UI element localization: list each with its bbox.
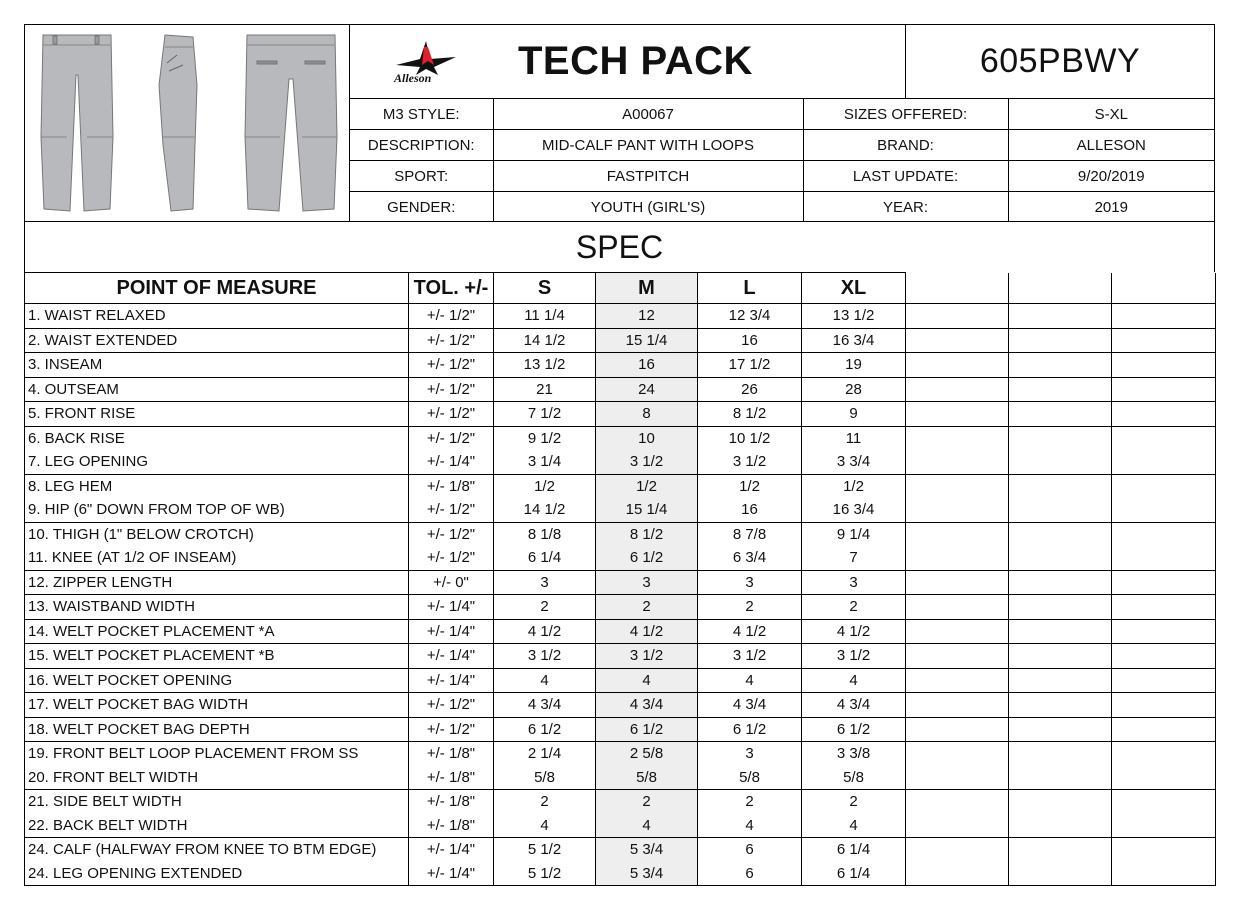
blank-cell xyxy=(1112,619,1216,644)
size-value-m: 15 1/4 xyxy=(596,498,698,522)
size-value-m: 2 xyxy=(596,595,698,620)
tolerance: +/- 1/2" xyxy=(409,328,494,353)
blank-cell xyxy=(906,570,1009,595)
blank-cell xyxy=(1009,742,1112,766)
size-value-m: 12 xyxy=(596,304,698,329)
blank-cell xyxy=(906,328,1009,353)
table-row xyxy=(25,402,1216,427)
blank-cell xyxy=(906,402,1009,427)
size-value-l: 6 1/2 xyxy=(698,717,802,742)
table-row xyxy=(25,862,1216,886)
blank-cell xyxy=(906,377,1009,402)
size-value-l: 1/2 xyxy=(698,474,802,498)
size-value-m: 4 xyxy=(596,814,698,838)
size-value-xl: 9 xyxy=(802,402,906,427)
size-value-xl: 28 xyxy=(802,377,906,402)
blank-cell xyxy=(906,693,1009,718)
size-value-l: 8 7/8 xyxy=(698,522,802,546)
pants-sketch-icons xyxy=(25,25,349,221)
blank-cell xyxy=(1112,814,1216,838)
blank-cell xyxy=(1009,546,1112,570)
blank-cell xyxy=(906,546,1009,570)
info-value: A00067 xyxy=(493,99,803,130)
pom-header: POINT OF MEASURE xyxy=(25,273,409,304)
blank-cell xyxy=(1112,693,1216,718)
blank-cell xyxy=(1112,570,1216,595)
info-row xyxy=(350,130,1214,161)
point-of-measure: 7. LEG OPENING xyxy=(25,450,409,474)
size-value-l: 10 1/2 xyxy=(698,426,802,450)
tolerance: +/- 1/8" xyxy=(409,814,494,838)
blank-cell xyxy=(1112,402,1216,427)
size-value-m: 4 xyxy=(596,668,698,693)
info-row xyxy=(350,99,1214,130)
tolerance: +/- 0" xyxy=(409,570,494,595)
blank-cell xyxy=(1009,426,1112,450)
size-value-s: 4 xyxy=(494,668,596,693)
size-value-xl: 6 1/4 xyxy=(802,862,906,886)
size-value-s: 5 1/2 xyxy=(494,862,596,886)
tolerance: +/- 1/2" xyxy=(409,522,494,546)
size-value-s: 3 xyxy=(494,570,596,595)
blank-cell xyxy=(1112,595,1216,620)
size-value-l: 3 1/2 xyxy=(698,450,802,474)
size-value-m: 8 xyxy=(596,402,698,427)
tolerance: +/- 1/2" xyxy=(409,426,494,450)
table-row xyxy=(25,498,1216,522)
size-value-s: 14 1/2 xyxy=(494,328,596,353)
size-value-xl: 2 xyxy=(802,790,906,814)
size-header-s: S xyxy=(494,273,596,304)
size-value-s: 3 1/2 xyxy=(494,644,596,669)
info-value: S-XL xyxy=(1008,99,1214,130)
point-of-measure: 2. WAIST EXTENDED xyxy=(25,328,409,353)
blank-cell xyxy=(1112,742,1216,766)
page-title: TECH PACK xyxy=(518,39,753,83)
table-row xyxy=(25,426,1216,450)
blank-cell xyxy=(906,498,1009,522)
info-row xyxy=(350,192,1214,223)
size-value-s: 2 xyxy=(494,595,596,620)
size-value-m: 15 1/4 xyxy=(596,328,698,353)
blank-cell xyxy=(906,304,1009,329)
point-of-measure: 6. BACK RISE xyxy=(25,426,409,450)
info-label: M3 STYLE: xyxy=(350,99,493,130)
blank-cell xyxy=(1112,304,1216,329)
size-value-xl: 13 1/2 xyxy=(802,304,906,329)
table-row xyxy=(25,595,1216,620)
info-value: 2019 xyxy=(1008,192,1214,223)
size-value-m: 6 1/2 xyxy=(596,717,698,742)
size-value-l: 3 xyxy=(698,742,802,766)
blank-cell xyxy=(1112,377,1216,402)
tolerance: +/- 1/8" xyxy=(409,766,494,790)
table-row xyxy=(25,742,1216,766)
blank-cell xyxy=(1112,498,1216,522)
info-label: SIZES OFFERED: xyxy=(803,99,1008,130)
blank-cell xyxy=(1009,862,1112,886)
size-value-l: 16 xyxy=(698,328,802,353)
blank-cell xyxy=(1009,619,1112,644)
size-value-xl: 4 1/2 xyxy=(802,619,906,644)
blank-cell xyxy=(1009,693,1112,718)
size-value-xl: 3 1/2 xyxy=(802,644,906,669)
point-of-measure: 19. FRONT BELT LOOP PLACEMENT FROM SS xyxy=(25,742,409,766)
point-of-measure: 10. THIGH (1" BELOW CROTCH) xyxy=(25,522,409,546)
size-value-l: 8 1/2 xyxy=(698,402,802,427)
info-label: YEAR: xyxy=(803,192,1008,223)
size-value-m: 3 1/2 xyxy=(596,450,698,474)
pants-front-icon xyxy=(41,35,113,211)
info-value: FASTPITCH xyxy=(493,161,803,192)
point-of-measure: 16. WELT POCKET OPENING xyxy=(25,668,409,693)
blank-header xyxy=(1112,273,1216,304)
size-value-s: 2 xyxy=(494,790,596,814)
size-value-s: 4 3/4 xyxy=(494,693,596,718)
blank-cell xyxy=(1009,766,1112,790)
table-row xyxy=(25,766,1216,790)
info-label: GENDER: xyxy=(350,192,493,223)
table-row xyxy=(25,644,1216,669)
table-row xyxy=(25,838,1216,862)
size-value-l: 6 xyxy=(698,838,802,862)
info-value: MID-CALF PANT WITH LOOPS xyxy=(493,130,803,161)
blank-cell xyxy=(1009,498,1112,522)
blank-cell xyxy=(906,426,1009,450)
size-value-s: 7 1/2 xyxy=(494,402,596,427)
table-row xyxy=(25,328,1216,353)
size-value-xl: 3 3/4 xyxy=(802,450,906,474)
blank-cell xyxy=(906,522,1009,546)
blank-cell xyxy=(906,644,1009,669)
point-of-measure: 8. LEG HEM xyxy=(25,474,409,498)
blank-cell xyxy=(1112,450,1216,474)
size-value-l: 26 xyxy=(698,377,802,402)
brand-logo-text: Alleson xyxy=(394,71,432,85)
size-value-m: 5 3/4 xyxy=(596,862,698,886)
logo-title-area xyxy=(350,25,906,99)
tolerance: +/- 1/2" xyxy=(409,353,494,378)
blank-cell xyxy=(1112,644,1216,669)
size-value-xl: 3 3/8 xyxy=(802,742,906,766)
size-value-xl: 6 1/4 xyxy=(802,838,906,862)
point-of-measure: 9. HIP (6" DOWN FROM TOP OF WB) xyxy=(25,498,409,522)
blank-cell xyxy=(1009,814,1112,838)
tolerance: +/- 1/4" xyxy=(409,862,494,886)
blank-cell xyxy=(1112,766,1216,790)
blank-cell xyxy=(1112,717,1216,742)
size-value-xl: 11 xyxy=(802,426,906,450)
size-value-s: 8 1/8 xyxy=(494,522,596,546)
blank-cell xyxy=(1009,790,1112,814)
size-value-l: 2 xyxy=(698,790,802,814)
header-block xyxy=(24,24,1215,222)
size-value-xl: 6 1/2 xyxy=(802,717,906,742)
blank-cell xyxy=(1112,862,1216,886)
tolerance: +/- 1/2" xyxy=(409,377,494,402)
blank-cell xyxy=(1009,474,1112,498)
size-value-s: 4 1/2 xyxy=(494,619,596,644)
size-value-s: 5 1/2 xyxy=(494,838,596,862)
tolerance: +/- 1/2" xyxy=(409,402,494,427)
table-row xyxy=(25,377,1216,402)
size-value-s: 21 xyxy=(494,377,596,402)
table-row xyxy=(25,304,1216,329)
size-value-m: 1/2 xyxy=(596,474,698,498)
size-value-l: 12 3/4 xyxy=(698,304,802,329)
tolerance: +/- 1/4" xyxy=(409,668,494,693)
size-value-m: 16 xyxy=(596,353,698,378)
point-of-measure: 24. CALF (HALFWAY FROM KNEE TO BTM EDGE) xyxy=(25,838,409,862)
size-value-m: 4 1/2 xyxy=(596,619,698,644)
table-row xyxy=(25,814,1216,838)
size-value-xl: 3 xyxy=(802,570,906,595)
blank-cell xyxy=(906,742,1009,766)
size-header-l: L xyxy=(698,273,802,304)
tolerance: +/- 1/4" xyxy=(409,644,494,669)
tolerance: +/- 1/4" xyxy=(409,595,494,620)
blank-cell xyxy=(1009,838,1112,862)
blank-cell xyxy=(1112,522,1216,546)
blank-cell xyxy=(1112,328,1216,353)
point-of-measure: 4. OUTSEAM xyxy=(25,377,409,402)
blank-cell xyxy=(906,717,1009,742)
size-value-xl: 19 xyxy=(802,353,906,378)
point-of-measure: 1. WAIST RELAXED xyxy=(25,304,409,329)
blank-cell xyxy=(1009,304,1112,329)
table-row xyxy=(25,693,1216,718)
point-of-measure: 24. LEG OPENING EXTENDED xyxy=(25,862,409,886)
point-of-measure: 3. INSEAM xyxy=(25,353,409,378)
table-row xyxy=(25,546,1216,570)
tolerance: +/- 1/2" xyxy=(409,546,494,570)
size-value-m: 24 xyxy=(596,377,698,402)
pant-sketches xyxy=(25,25,350,221)
blank-cell xyxy=(906,450,1009,474)
table-row xyxy=(25,353,1216,378)
blank-cell xyxy=(1112,474,1216,498)
tolerance: +/- 1/4" xyxy=(409,619,494,644)
info-label: DESCRIPTION: xyxy=(350,130,493,161)
size-value-s: 11 1/4 xyxy=(494,304,596,329)
blank-cell xyxy=(1009,328,1112,353)
size-value-l: 4 xyxy=(698,668,802,693)
tol-header: TOL. +/- xyxy=(409,273,494,304)
blank-cell xyxy=(906,474,1009,498)
tolerance: +/- 1/2" xyxy=(409,693,494,718)
size-value-s: 3 1/4 xyxy=(494,450,596,474)
tech-pack-sheet xyxy=(24,24,1215,894)
blank-cell xyxy=(1112,426,1216,450)
size-value-s: 9 1/2 xyxy=(494,426,596,450)
size-value-l: 6 3/4 xyxy=(698,546,802,570)
size-header-m: M xyxy=(596,273,698,304)
blank-cell xyxy=(1112,668,1216,693)
size-value-xl: 16 3/4 xyxy=(802,328,906,353)
style-code: 605PBWY xyxy=(906,25,1214,99)
size-value-l: 5/8 xyxy=(698,766,802,790)
size-value-s: 13 1/2 xyxy=(494,353,596,378)
blank-cell xyxy=(1009,377,1112,402)
blank-cell xyxy=(1112,790,1216,814)
blank-cell xyxy=(906,595,1009,620)
blank-cell xyxy=(1009,668,1112,693)
point-of-measure: 20. FRONT BELT WIDTH xyxy=(25,766,409,790)
size-value-l: 3 1/2 xyxy=(698,644,802,669)
spec-table xyxy=(24,272,1215,886)
tolerance: +/- 1/8" xyxy=(409,474,494,498)
table-row xyxy=(25,450,1216,474)
size-value-xl: 4 xyxy=(802,814,906,838)
blank-cell xyxy=(1112,546,1216,570)
size-value-m: 6 1/2 xyxy=(596,546,698,570)
blank-cell xyxy=(1009,717,1112,742)
size-value-l: 3 xyxy=(698,570,802,595)
blank-cell xyxy=(906,814,1009,838)
size-header-xl: XL xyxy=(802,273,906,304)
blank-cell xyxy=(906,790,1009,814)
size-value-l: 17 1/2 xyxy=(698,353,802,378)
blank-cell xyxy=(1009,644,1112,669)
info-value: YOUTH (GIRL'S) xyxy=(493,192,803,223)
blank-cell xyxy=(1009,595,1112,620)
pants-back-icon xyxy=(245,35,337,211)
size-value-l: 6 xyxy=(698,862,802,886)
tolerance: +/- 1/2" xyxy=(409,498,494,522)
table-row xyxy=(25,619,1216,644)
info-label: SPORT: xyxy=(350,161,493,192)
info-value: ALLESON xyxy=(1008,130,1214,161)
size-value-m: 2 5/8 xyxy=(596,742,698,766)
blank-header xyxy=(906,273,1009,304)
point-of-measure: 22. BACK BELT WIDTH xyxy=(25,814,409,838)
point-of-measure: 13. WAISTBAND WIDTH xyxy=(25,595,409,620)
info-label: LAST UPDATE: xyxy=(803,161,1008,192)
blank-cell xyxy=(906,668,1009,693)
size-value-xl: 1/2 xyxy=(802,474,906,498)
table-row xyxy=(25,668,1216,693)
size-value-l: 4 1/2 xyxy=(698,619,802,644)
blank-cell xyxy=(906,353,1009,378)
tolerance: +/- 1/8" xyxy=(409,742,494,766)
blank-cell xyxy=(1112,353,1216,378)
blank-cell xyxy=(906,838,1009,862)
blank-cell xyxy=(906,619,1009,644)
size-value-m: 4 3/4 xyxy=(596,693,698,718)
size-value-s: 6 1/2 xyxy=(494,717,596,742)
size-value-xl: 2 xyxy=(802,595,906,620)
size-value-s: 4 xyxy=(494,814,596,838)
size-value-m: 8 1/2 xyxy=(596,522,698,546)
size-value-xl: 9 1/4 xyxy=(802,522,906,546)
size-value-m: 3 xyxy=(596,570,698,595)
spec-header-row xyxy=(25,273,1216,304)
tolerance: +/- 1/8" xyxy=(409,790,494,814)
tolerance: +/- 1/2" xyxy=(409,304,494,329)
blank-cell xyxy=(906,862,1009,886)
blank-cell xyxy=(1009,522,1112,546)
table-row xyxy=(25,570,1216,595)
tolerance: +/- 1/4" xyxy=(409,450,494,474)
size-value-xl: 4 xyxy=(802,668,906,693)
size-value-m: 2 xyxy=(596,790,698,814)
size-value-l: 4 3/4 xyxy=(698,693,802,718)
table-row xyxy=(25,474,1216,498)
blank-cell xyxy=(1009,353,1112,378)
blank-cell xyxy=(1009,402,1112,427)
size-value-m: 3 1/2 xyxy=(596,644,698,669)
point-of-measure: 17. WELT POCKET BAG WIDTH xyxy=(25,693,409,718)
info-label: BRAND: xyxy=(803,130,1008,161)
point-of-measure: 15. WELT POCKET PLACEMENT *B xyxy=(25,644,409,669)
point-of-measure: 12. ZIPPER LENGTH xyxy=(25,570,409,595)
blank-cell xyxy=(1009,570,1112,595)
table-row xyxy=(25,717,1216,742)
blank-cell xyxy=(1112,838,1216,862)
info-value: 9/20/2019 xyxy=(1008,161,1214,192)
size-value-l: 16 xyxy=(698,498,802,522)
info-row xyxy=(350,161,1214,192)
size-value-s: 14 1/2 xyxy=(494,498,596,522)
size-value-xl: 16 3/4 xyxy=(802,498,906,522)
table-row xyxy=(25,522,1216,546)
tolerance: +/- 1/4" xyxy=(409,838,494,862)
pants-side-icon xyxy=(159,35,197,211)
point-of-measure: 18. WELT POCKET BAG DEPTH xyxy=(25,717,409,742)
size-value-s: 1/2 xyxy=(494,474,596,498)
table-row xyxy=(25,790,1216,814)
size-value-m: 5 3/4 xyxy=(596,838,698,862)
size-value-s: 2 1/4 xyxy=(494,742,596,766)
size-value-xl: 5/8 xyxy=(802,766,906,790)
tolerance: +/- 1/2" xyxy=(409,717,494,742)
size-value-m: 5/8 xyxy=(596,766,698,790)
size-value-s: 5/8 xyxy=(494,766,596,790)
point-of-measure: 11. KNEE (AT 1/2 OF INSEAM) xyxy=(25,546,409,570)
size-value-xl: 7 xyxy=(802,546,906,570)
point-of-measure: 21. SIDE BELT WIDTH xyxy=(25,790,409,814)
size-value-l: 2 xyxy=(698,595,802,620)
point-of-measure: 14. WELT POCKET PLACEMENT *A xyxy=(25,619,409,644)
point-of-measure: 5. FRONT RISE xyxy=(25,402,409,427)
blank-cell xyxy=(1009,450,1112,474)
blank-cell xyxy=(906,766,1009,790)
size-value-l: 4 xyxy=(698,814,802,838)
size-value-m: 10 xyxy=(596,426,698,450)
spec-title: SPEC xyxy=(24,222,1215,272)
product-info-table xyxy=(350,99,1214,221)
blank-header xyxy=(1009,273,1112,304)
size-value-s: 6 1/4 xyxy=(494,546,596,570)
size-value-xl: 4 3/4 xyxy=(802,693,906,718)
